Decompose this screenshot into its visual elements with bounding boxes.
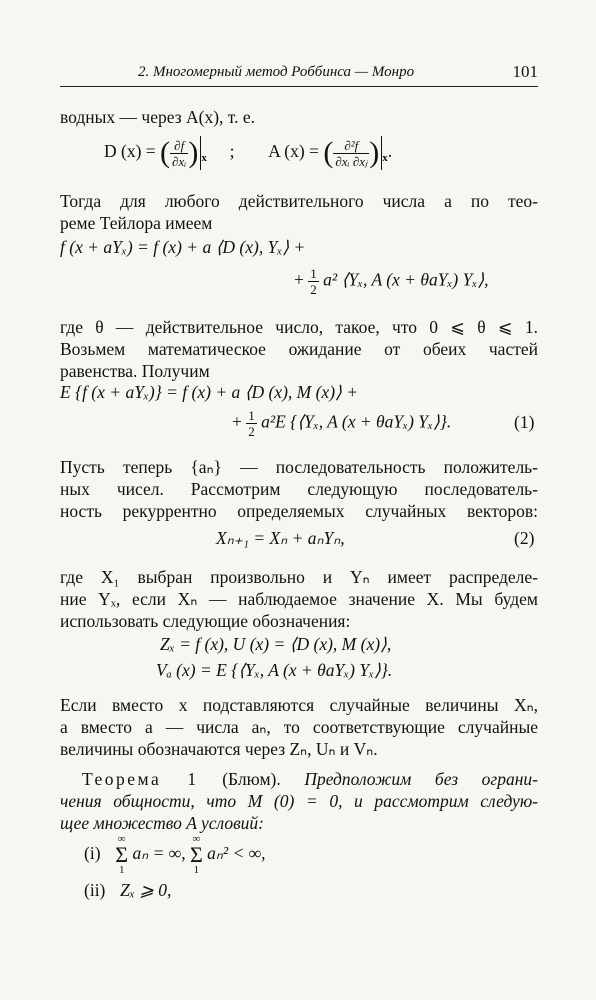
text-line: где θ — действительное число, такое, что 0 ⩽ θ ⩽ 1. — [60, 317, 538, 337]
eq-plus: + — [294, 269, 304, 290]
condition-expr: aₙ² < ∞, — [207, 843, 266, 864]
theorem-author: (Блюм). — [222, 769, 281, 789]
text-line: где X₁ выбран произвольно и Yₙ имеет распределе- — [60, 567, 538, 587]
condition-expr: aₙ = ∞, — [132, 843, 186, 864]
eq-a-den: ∂xᵢ ∂xⱼ — [335, 153, 368, 169]
eq-d-num: ∂f — [170, 138, 188, 154]
sum-upper-limit: ∞ — [192, 833, 201, 845]
text-line: а вместо a — числа aₙ, то соответствующие случайные — [60, 717, 538, 737]
eq-a-left: A (x) = — [268, 141, 319, 162]
eq-half-fraction — [308, 266, 319, 297]
text-line: Если вместо x подставляются случайные величины Xₙ, — [60, 695, 538, 715]
sum-lower-limit: 1 — [118, 864, 125, 876]
eq-taylor-remainder: a² ⟨Yₓ, A (x + θaYₓ) Yₓ⟩, — [323, 269, 489, 290]
theorem-line1 — [82, 768, 538, 791]
text-line: реме Тейлора имеем — [60, 213, 213, 233]
text-line: Возьмем математическое ожидание от обеих частей — [60, 339, 538, 359]
eq-a-num: ∂²f — [333, 138, 369, 154]
eq-a-fraction — [333, 138, 369, 169]
condition-label: (i) — [84, 843, 101, 864]
text-line: использовать следующие обозначения: — [60, 611, 351, 631]
sum-symbol: ∞ Σ 1 — [115, 833, 129, 876]
theorem-heading: Теорема 1 — [82, 769, 199, 789]
equation-taylor-line2 — [294, 266, 489, 297]
text-line: ность рекуррентно определяемых случайных векторов: — [60, 501, 538, 521]
equation-2: Xₙ₊₁ = Xₙ + aₙYₙ, — [216, 528, 345, 548]
equation-number-2: (2) — [514, 528, 535, 548]
eq-expectation-remainder: a²E {⟨Yₓ, A (x + θaYₓ) Yₓ⟩}. — [261, 411, 452, 432]
frac-num: 1 — [248, 408, 255, 423]
condition-label: (ii) — [84, 880, 106, 900]
condition-i — [84, 834, 266, 876]
sum-symbol: ∞ Σ 1 — [189, 833, 203, 876]
text-line: водных — через A(x), т. е. — [60, 107, 256, 127]
equation-notation-line1: Zₓ = f (x), U (x) = ⟨D (x), M (x)⟩, — [160, 634, 392, 654]
eq-half-fraction — [246, 408, 257, 439]
frac-den: 2 — [248, 424, 255, 439]
page-number: 101 — [512, 62, 538, 81]
theorem-line3: щее множество A условий: — [60, 813, 265, 833]
text-line: Тогда для любого действительного числа a по тео- — [60, 191, 538, 211]
eq-plus: + — [232, 411, 242, 432]
page-header — [60, 62, 538, 87]
equation-definitions: D (x) = ( $\frac{\partial f}{\text{∂xᵢ}}$ ) $_x$ ; A (x) = ( $\frac{\text{∂²f}}{\text{∂xᵢ ∂xⱼ}}$ ) $_x$. — [104, 136, 393, 169]
equation-1-line1: E {f (x + aYₓ)} = f (x) + a ⟨D (x), M (x)⟩ + — [60, 382, 359, 402]
eq-d-den: ∂xᵢ — [172, 153, 187, 169]
equation-notation-line2: Vₐ (x) = E {⟨Yₓ, A (x + θaYₓ) Yₓ⟩}. — [156, 660, 393, 680]
frac-den: 2 — [310, 282, 317, 297]
condition-ii — [84, 880, 171, 901]
text-line: равенства. Получим — [60, 361, 210, 381]
theorem-text: Предположим без ограни- — [304, 769, 538, 789]
eq-separator: ; — [229, 141, 235, 162]
frac-num: 1 — [310, 266, 317, 281]
theorem-line2: чения общности, что M (0) = 0, и рассмотрим следую- — [60, 791, 538, 811]
equation-taylor-line1: f (x + aYₓ) = f (x) + a ⟨D (x), Yₓ⟩ + — [60, 237, 306, 257]
eq-d-left: D (x) = — [104, 141, 156, 162]
text-line: Пусть теперь {aₙ} — последовательность положитель- — [60, 457, 538, 477]
text-line: ние Yₓ, если Xₙ — наблюдаемое значение X. Мы будем — [60, 589, 538, 609]
sum-upper-limit: ∞ — [117, 833, 126, 845]
condition-expr: Zₓ ⩾ 0, — [120, 880, 172, 900]
sum-lower-limit: 1 — [193, 864, 200, 876]
eq-d-fraction — [170, 138, 188, 169]
text-line: ных чисел. Рассмотрим следующую последователь- — [60, 479, 538, 499]
equation-number-1: (1) — [514, 412, 535, 432]
running-title: 2. Многомерный метод Роббинса — Монро — [138, 64, 415, 80]
text-line: величины обозначаются через Zₙ, Uₙ и Vₙ. — [60, 739, 378, 759]
equation-1-line2 — [232, 408, 451, 439]
